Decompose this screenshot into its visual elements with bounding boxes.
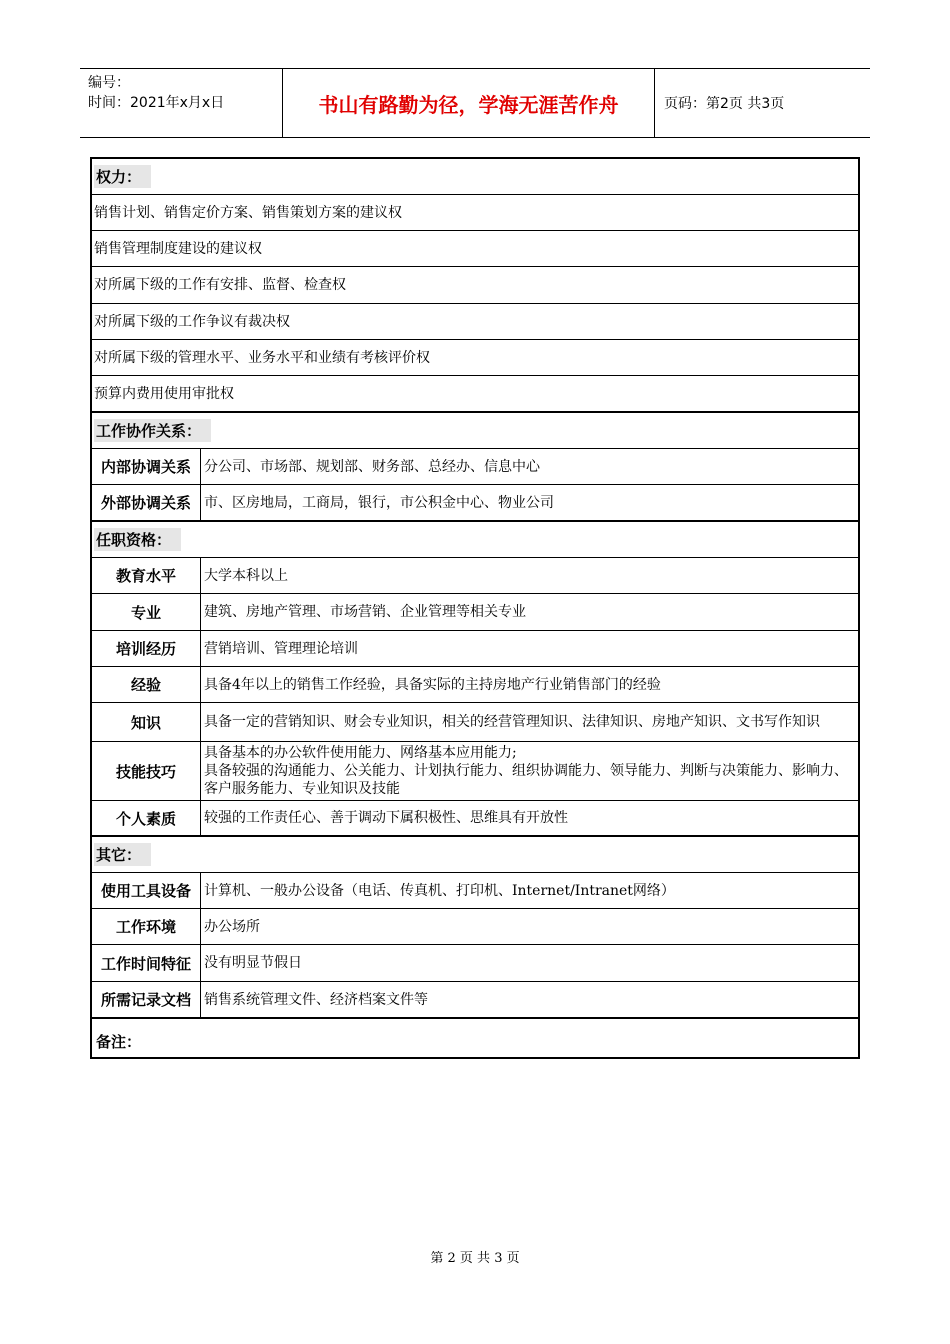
row-value [202,742,858,800]
job-description-table [90,157,860,1059]
cooperation-row [92,485,858,522]
qualification-row [92,558,858,594]
authority-item: 对所属下级的管理水平、业务水平和业绩有考核评价权 [94,349,430,366]
section-title: 任职资格： [94,528,181,551]
authority-row [92,304,858,340]
header-meta [80,69,283,137]
row-label: 培训经历 [92,631,201,666]
section-authority-header [92,159,858,195]
doc-time-label: 时间：2021年x月x日 [88,95,225,111]
row-value-line: 具备较强的沟通能力、公关能力、计划执行能力、组织协调能力、领导能力、判断与决策能力、影响力、客户服务能力、专业知识及技能 [204,763,848,797]
section-others-header [92,837,858,873]
row-value: 大学本科以上 [204,567,288,584]
remarks-row [92,1019,858,1057]
authority-item: 对所属下级的工作有安排、监督、检查权 [94,277,346,293]
row-value: 具备4年以上的销售工作经验，具备实际的主持房地产行业销售部门的经验 [204,676,661,693]
qualification-row [92,667,858,703]
row-value: 具备一定的营销知识、财会专业知识，相关的经营管理知识、法律知识、房地产知识、文书写作知识 [204,714,820,730]
others-row [92,982,858,1019]
row-label: 技能技巧 [92,742,201,800]
others-row [92,873,858,909]
section-title: 工作协作关系： [94,419,211,442]
row-value: 销售系统管理文件、经济档案文件等 [204,991,428,1008]
others-row [92,909,858,945]
qualification-row [92,742,858,801]
row-value: 没有明显节假日 [204,955,302,971]
row-value: 办公场所 [204,918,260,935]
qualification-row [92,631,858,667]
authority-row [92,340,858,376]
section-qualification-header [92,522,858,558]
authority-item: 对所属下级的工作争议有裁决权 [94,313,290,330]
authority-row [92,231,858,267]
others-row [92,945,858,982]
row-label: 工作时间特征 [92,945,201,981]
row-label: 内部协调关系 [92,449,201,484]
authority-item: 销售计划、销售定价方案、销售策划方案的建议权 [94,204,402,221]
section-cooperation-header [92,413,858,449]
section-title: 权力： [94,165,151,188]
qualification-row [92,594,858,631]
cooperation-row [92,449,858,485]
row-label: 外部协调关系 [92,485,201,520]
row-label: 个人素质 [92,801,201,835]
row-value-line: 具备基本的办公软件使用能力、网络基本应用能力; [204,745,517,761]
page-header [80,68,870,138]
remarks-title: 备注： [96,1033,142,1051]
row-value: 分公司、市场部、规划部、财务部、总经办、信息中心 [204,458,540,475]
header-motto: 书山有路勤为径，学海无涯苦作舟 [283,69,655,137]
row-label: 经验 [92,667,201,702]
row-label: 专业 [92,594,201,630]
header-page-number: 页码：第2页 共3页 [664,96,785,112]
authority-item: 预算内费用使用审批权 [94,385,234,402]
authority-item: 销售管理制度建设的建议权 [94,240,262,257]
authority-row [92,267,858,304]
row-label: 知识 [92,703,201,741]
authority-row [92,376,858,413]
row-value: 较强的工作责任心、善于调动下属积极性、思维具有开放性 [204,810,568,826]
row-label: 工作环境 [92,909,201,944]
section-title: 其它： [94,843,151,866]
qualification-row [92,801,858,837]
authority-row [92,195,858,231]
row-value: 市、区房地局，工商局，银行，市公积金中心、物业公司 [204,494,554,511]
row-value: 计算机、一般办公设备（电话、传真机、打印机、Internet/Intranet网络） [204,882,675,899]
row-label: 所需记录文档 [92,982,201,1017]
qualification-row [92,703,858,742]
row-label: 教育水平 [92,558,201,593]
doc-number-label: 编号： [88,75,130,91]
row-value: 建筑、房地产管理、市场营销、企业管理等相关专业 [204,604,526,620]
row-value: 营销培训、管理理论培训 [204,640,358,657]
page-footer: 第 2 页 共 3 页 [430,1251,520,1266]
row-label: 使用工具设备 [92,873,201,908]
